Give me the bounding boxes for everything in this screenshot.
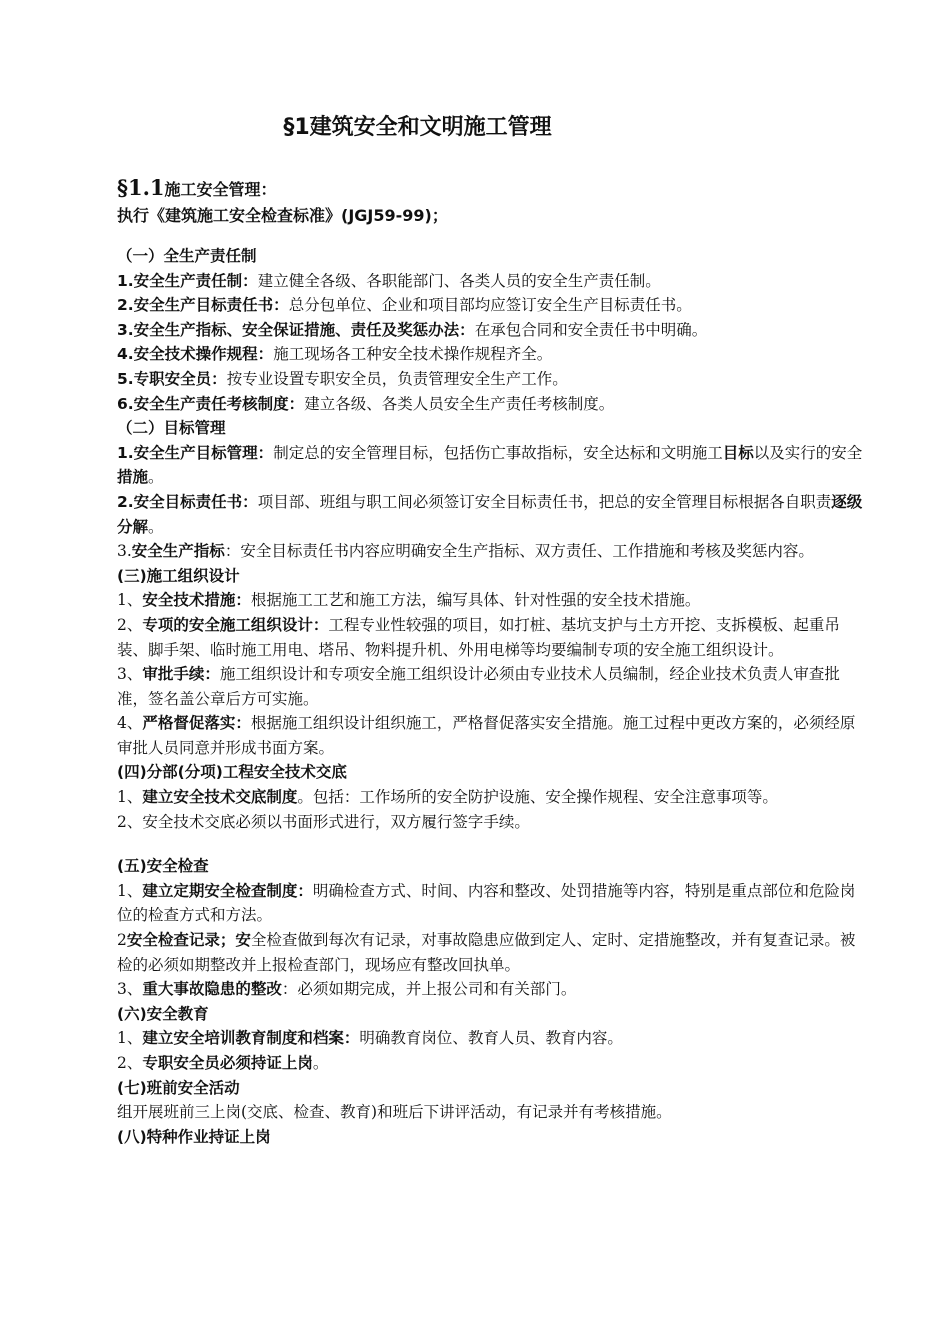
paragraph: 1、建立安全技术交底制度。包括：工作场所的安全防护设施、安全操作规程、安全注意事项等。: [117, 788, 778, 807]
heading-s2: （二）目标管理: [117, 419, 226, 438]
section-heading: [117, 175, 277, 200]
paragraph: 2、安全技术交底必须以书面形式进行，双方履行签字手续。: [117, 812, 530, 831]
paragraph: 2安全检查记录；安全检查做到每次有记录，对事故隐患应做到定人、定时、定措施整改，并有复查记录。被检的必须如期整改并上报检查部门，现场应有整改回执单。: [117, 931, 856, 974]
document-title: §1建筑安全和文明施工管理: [283, 115, 552, 140]
section-number: §1.1: [117, 175, 165, 200]
paragraph: 1.安全生产责任制：建立健全各级、各职能部门、各类人员的安全生产责任制。: [117, 271, 661, 290]
paragraph: 组开展班前三上岗(交底、检查、教育)和班后下讲评活动，有记录并有考核措施。: [117, 1103, 672, 1122]
heading-s5: (五)安全检查: [117, 857, 209, 876]
heading-s8: (八)特种作业持证上岗: [117, 1127, 271, 1146]
section-title: 施工安全管理：: [164, 180, 277, 199]
paragraph: 1.安全生产目标管理：制定总的安全管理目标，包括伤亡事故指标，安全达标和文明施工目标以及实行的安全措施。: [117, 443, 863, 487]
heading-s7: (七)班前安全活动: [117, 1078, 240, 1097]
heading-s1: （一）全生产责任制: [117, 247, 257, 265]
paragraph: 1、安全技术措施：根据施工工艺和施工方法，编写具体、针对性强的安全技术措施。: [117, 591, 701, 610]
paragraph: 2.安全生产目标责任书：总分包单位、企业和项目部均应签订安全生产目标责任书。: [117, 296, 692, 315]
paragraph: 2.安全目标责任书：项目部、班组与职工间必须签订安全目标责任书，把总的安全管理目标根据各自职责逐级分解。: [117, 492, 863, 536]
heading-s6: (六)安全教育: [117, 1004, 209, 1023]
paragraph: 1、建立定期安全检查制度：明确检查方式、时间、内容和整改、处罚措施等内容，特别是重点部位和危险岗位的检查方式和方法。: [117, 881, 856, 925]
spacer: [117, 834, 869, 854]
paragraph: 3.安全生产指标：安全目标责任书内容应明确安全生产指标、双方责任、工作措施和考核及奖惩内容。: [117, 542, 814, 561]
paragraph: 6.安全生产责任考核制度：建立各级、各类人员安全生产责任考核制度。: [117, 394, 615, 413]
heading-s4: (四)分部(分项)工程安全技术交底: [117, 763, 347, 782]
paragraph: 2、专职安全员必须持证上岗。: [117, 1054, 329, 1072]
paragraph: 5.专职安全员：按专业设置专职安全员，负责管理安全生产工作。: [117, 369, 568, 388]
paragraph: 3、重大事故隐患的整改：必须如期完成，并上报公司和有关部门。: [117, 980, 577, 999]
paragraph: 4、严格督促落实：根据施工组织设计组织施工，严格督促落实安全措施。施工过程中更改方案的，必须经原审批人员同意并形成书面方案。: [117, 714, 856, 757]
paragraph: 3.安全生产指标、安全保证措施、责任及奖惩办法：在承包合同和安全责任书中明确。: [117, 320, 708, 339]
document-body: [117, 244, 869, 1149]
heading-s3: (三)施工组织设计: [117, 566, 240, 585]
paragraph: 4.安全技术操作规程：施工现场各工种安全技术操作规程齐全。: [117, 345, 553, 364]
paragraph: 2、专项的安全施工组织设计：工程专业性较强的项目，如打桩、基坑支护与土方开挖、支拆模板、起重吊装、脚手架、临时施工用电、塔吊、物料提升机、外用电梯等均要编制专项的安全施工组织设计。: [117, 615, 840, 659]
paragraph: 3、审批手续：施工组织设计和专项安全施工组织设计必须由专业技术人员编制，经企业技术负责人审查批准，签名盖公章后方可实施。: [117, 665, 840, 708]
paragraph: 1、建立安全培训教育制度和档案：明确教育岗位、教育人员、教育内容。: [117, 1029, 623, 1048]
standard-line: 执行《建筑施工安全检查标准》(JGJ59-99)；: [117, 206, 448, 225]
